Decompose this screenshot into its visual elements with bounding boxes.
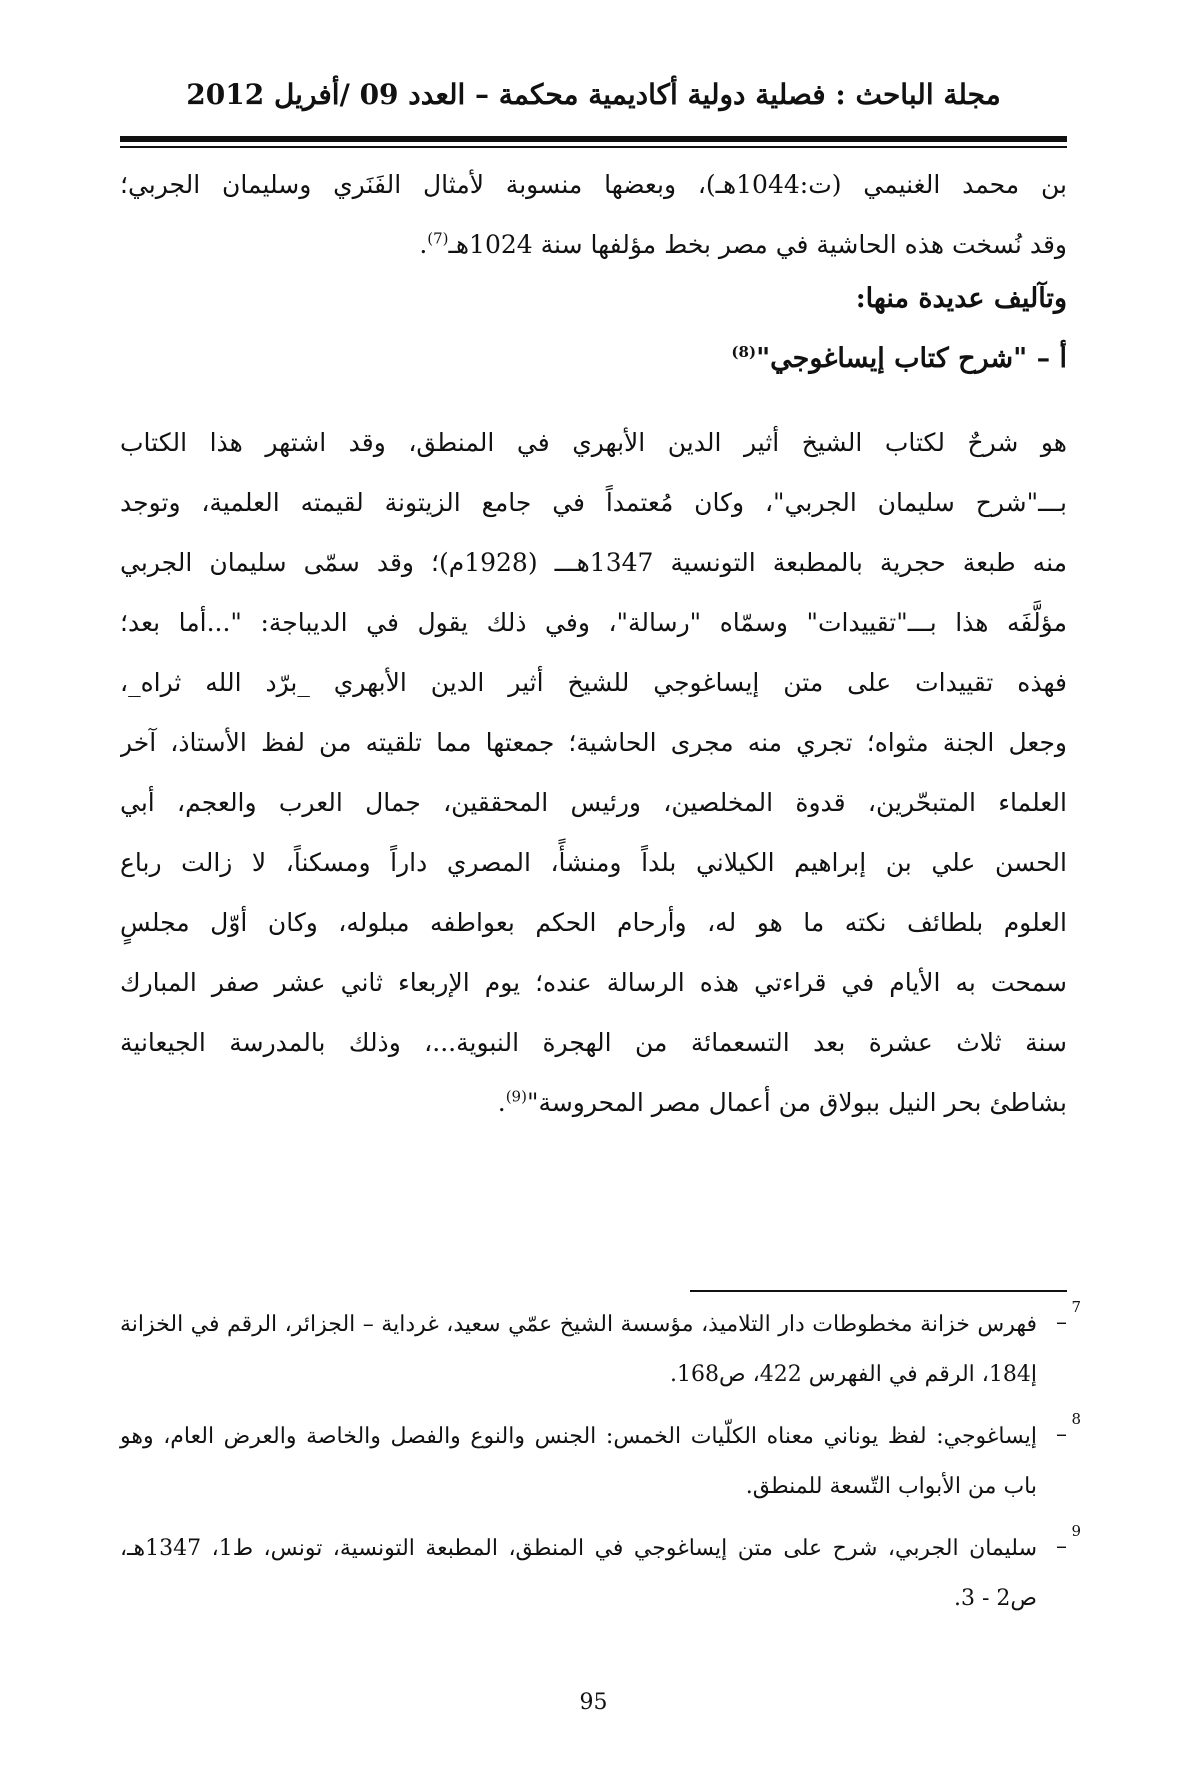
- footnote-dash: –: [1056, 1310, 1067, 1335]
- paragraph-line: العلماء المتبحّرين، قدوة المخلصين، ورئيس المحققين، جمال العرب والعجم، أبي: [120, 788, 1067, 817]
- paragraph-last-line: [120, 1073, 1067, 1133]
- header-rule-thin: [120, 146, 1067, 148]
- footnote-9: [120, 1522, 1081, 1624]
- main-paragraph: [120, 413, 1067, 1133]
- footnote-text: فهرس خزانة مخطوطات دار التلاميذ، مؤسسة الشيخ عمّي سعيد، غرداية – الجزائر، الرقم في الخزانة إ184، الرقم في الفهرس 422، ص168.: [120, 1312, 1037, 1387]
- paragraph-line: فهذه تقييدات على متن إيساغوجي للشيخ أثير الدين الأبهري _برّد الله ثراه_،: [120, 668, 1067, 697]
- footnote-ref-7: (7): [427, 229, 449, 248]
- footnotes: [120, 1298, 1081, 1636]
- paragraph-last-line-text: بشاطئ بحر النيل ببولاق من أعمال مصر المحروسة": [526, 1088, 1067, 1117]
- footnote-text: إيساغوجي: لفظ يوناني معناه الكلّيات الخمس: الجنس والنوع والفصل والخاصة والعرض العام، وهو باب من الأبواب التّسعة للمنطق.: [120, 1424, 1037, 1499]
- paragraph-line: سنة ثلاث عشرة بعد التسعمائة من الهجرة النبوية...، وذلك بالمدرسة الجيعانية: [120, 1028, 1067, 1057]
- running-header: مجلة الباحث : فصلية دولية أكاديمية محكمة – العدد 09 /أفريل 2012: [186, 78, 1001, 111]
- paragraph-line: مؤلَّفَه هذا بـــ"تقييدات" وسمّاه "رسالة"، وفي ذلك يقول في الديباجة: "...أما بعد؛: [120, 608, 1067, 637]
- paragraph-line: وجعل الجنة مثواه؛ تجري منه مجرى الحاشية؛ جمعتها مما تلقيته من لفظ الأستاذ، آخر: [120, 728, 1067, 757]
- intro-line-2-end: .: [419, 230, 428, 259]
- footnote-7: [120, 1298, 1081, 1400]
- paragraph-line: سمحت به الأيام في قراءتي هذه الرسالة عنده؛ يوم الإربعاء ثاني عشر صفر المبارك: [120, 968, 1067, 997]
- footnote-dash: –: [1056, 1534, 1067, 1559]
- item-heading-text: أ – "شرح كتاب إيساغوجي": [756, 343, 1067, 374]
- intro-line-2-text: وقد نُسخت هذه الحاشية في مصر بخط مؤلفها سنة 1024هـ: [448, 230, 1067, 259]
- footnote-ref-8: (8): [731, 343, 757, 361]
- header-rule-thick: [120, 136, 1067, 142]
- footnote-text: سليمان الجربي، شرح على متن إيساغوجي في المنطق، المطبعة التونسية، تونس، ط1، 1347هـ، ص2 - 3.: [120, 1536, 1037, 1611]
- footnote-number: 8: [1071, 1410, 1081, 1428]
- paragraph-line: منه طبعة حجرية بالمطبعة التونسية 1347هـــ (1928م)؛ وقد سمّى سليمان الجربي: [120, 548, 1067, 577]
- footnote-ref-9: (9): [505, 1087, 527, 1106]
- footnote-separator: [690, 1290, 1067, 1292]
- footnote-number: 9: [1071, 1522, 1081, 1540]
- paragraph-line: هو شرحٌ لكتاب الشيخ أثير الدين الأبهري في المنطق، وقد اشتهر هذا الكتاب: [120, 428, 1067, 457]
- paragraph-line: العلوم بلطائف نكته ما هو له، وأرحام الحكم بعواطفه مبلوله، وكان أوّل مجلسٍ: [120, 908, 1067, 937]
- intro-line-1: بن محمد الغنيمي (ت:1044هـ)، وبعضها منسوبة لأمثال الفَنَري وسليمان الجربي؛: [120, 170, 1067, 199]
- footnote-number: 7: [1071, 1298, 1081, 1316]
- paragraph-last-line-end: .: [497, 1088, 506, 1117]
- page-number: 95: [579, 1690, 608, 1715]
- paragraph-line: بـــ"شرح سليمان الجربي"، وكان مُعتمداً في جامع الزيتونة لقيمته العلمية، وتوجد: [120, 488, 1067, 517]
- section-heading: وتآليف عديدة منها:: [855, 283, 1067, 314]
- intro-line-2: [120, 215, 1067, 275]
- item-heading: [120, 343, 1067, 374]
- footnote-dash: –: [1056, 1422, 1067, 1447]
- footnote-8: [120, 1410, 1081, 1512]
- paragraph-line: الحسن علي بن إبراهيم الكيلاني بلداً ومنشأً، المصري داراً ومسكناً، لا زالت رباع: [120, 848, 1067, 877]
